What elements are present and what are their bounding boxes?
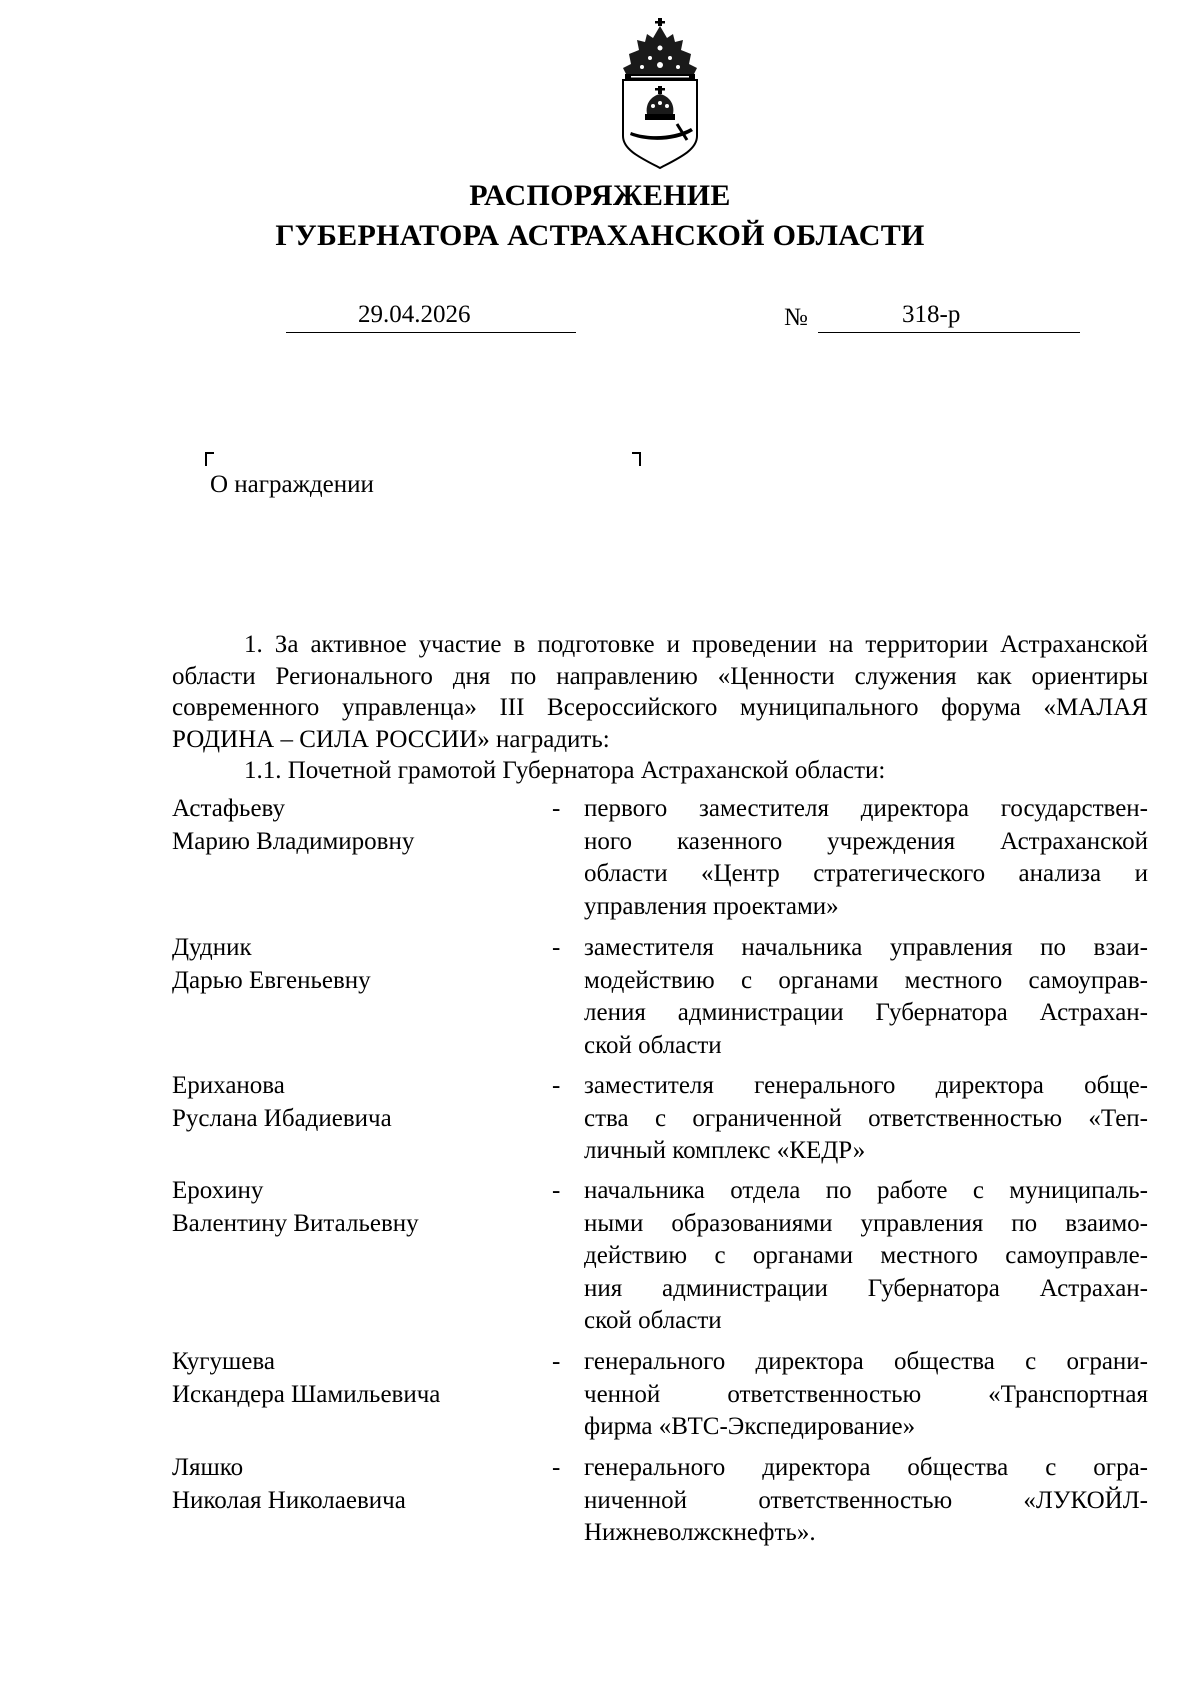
awardee-surname: Ериханова	[172, 1072, 285, 1099]
awardee-given-name: Искандера Шамильевича	[172, 1380, 441, 1408]
position-line: первого заместителя директора государствен-	[584, 795, 1148, 822]
document-subject: О награждении	[210, 471, 374, 498]
coat-of-arms-emblem	[617, 18, 703, 170]
paragraph-1: 1. За активное участие в подготовке и проведении на территории Астраханской области Регионального дня по направлению «Ценности служения как ориентиры современного управленца» III Всероссийского муниципального форума «МАЛАЯ РОДИНА – СИЛА РОССИИ» наградить:	[172, 631, 1148, 753]
awardee-name	[172, 793, 542, 858]
position-line: ного казенного учреждения Астраханской	[584, 827, 1148, 855]
document-date: 29.04.2026	[358, 301, 471, 328]
document-type-title: РАСПОРЯЖЕНИЕ	[469, 179, 731, 212]
position-line: ской области	[584, 1307, 722, 1334]
awardee-position	[584, 932, 1148, 1062]
position-line: начальника отдела по работе с муниципаль-	[584, 1177, 1148, 1204]
position-line: заместителя начальника управления по взаи-	[584, 934, 1148, 961]
awardee-surname: Дудник	[172, 934, 252, 961]
awardee-given-name: Николая Николаевича	[172, 1486, 406, 1514]
dash: -	[552, 1348, 561, 1375]
number-sign: №	[784, 304, 808, 331]
awardee-name	[172, 1346, 542, 1411]
position-line: управления проектами»	[584, 892, 839, 920]
awardee-given-name: Марию Владимировну	[172, 827, 415, 855]
awardee-surname: Астафьеву	[172, 795, 286, 822]
position-line: ства с ограниченной ответственностью «Теп-	[584, 1104, 1148, 1132]
awardee-position	[584, 1070, 1148, 1168]
awardee-name	[172, 932, 542, 997]
dash: -	[552, 1454, 561, 1481]
awardee-given-name: Руслана Ибадиевича	[172, 1104, 392, 1132]
position-line: заместителя генерального директора обще-	[584, 1072, 1148, 1099]
dash: -	[552, 1177, 561, 1204]
position-line: модействию с органами местного самоуправ-	[584, 966, 1148, 994]
dash: -	[552, 1072, 561, 1099]
position-line: ния администрации Губернатора Астрахан-	[584, 1274, 1148, 1302]
position-line: действию с органами местного самоуправле-	[584, 1242, 1148, 1269]
awardee-given-name: Валентину Витальевну	[172, 1209, 419, 1237]
position-line: генерального директора общества с ограни-	[584, 1348, 1148, 1375]
position-line: ченной ответственностью «Транспортная	[584, 1380, 1148, 1408]
awardee-surname: Ляшко	[172, 1454, 244, 1481]
awardee-position	[584, 1175, 1148, 1338]
position-line: фирма «ВТС-Экспедирование»	[584, 1413, 916, 1440]
dash: -	[552, 934, 561, 961]
position-line: личный комплекс «КЕДР»	[584, 1137, 866, 1164]
position-line: генерального директора общества с огра-	[584, 1454, 1148, 1481]
awardee-given-name: Дарью Евгеньевну	[172, 966, 371, 994]
awardee-position	[584, 793, 1148, 923]
awardee-name	[172, 1070, 542, 1135]
awardee-position	[584, 1346, 1148, 1444]
position-line: ниченной ответственностью «ЛУКОЙЛ-	[584, 1486, 1148, 1514]
paragraph-1-1: 1.1. Почетной грамотой Губернатора Астраханской области:	[244, 757, 886, 784]
main-paragraph	[172, 629, 1148, 787]
position-line: Нижневолжскнефть».	[584, 1519, 816, 1546]
issuer-title: ГУБЕРНАТОРА АСТРАХАНСКОЙ ОБЛАСТИ	[275, 219, 925, 252]
position-line: ными образованиями управления по взаимо-	[584, 1209, 1148, 1237]
position-line: ской области	[584, 1031, 722, 1059]
subject-corner-right	[632, 452, 641, 466]
awardee-position	[584, 1452, 1148, 1550]
position-line: области «Центр стратегического анализа и	[584, 860, 1148, 887]
document-number: 318-р	[902, 301, 961, 328]
awardee-surname: Кугушева	[172, 1348, 275, 1375]
awardee-name	[172, 1452, 542, 1517]
awardee-name	[172, 1175, 542, 1240]
awardee-surname: Ерохину	[172, 1177, 264, 1204]
subject-corner-left	[205, 452, 214, 466]
dash: -	[552, 795, 561, 822]
position-line: ления администрации Губернатора Астрахан-	[584, 999, 1148, 1026]
